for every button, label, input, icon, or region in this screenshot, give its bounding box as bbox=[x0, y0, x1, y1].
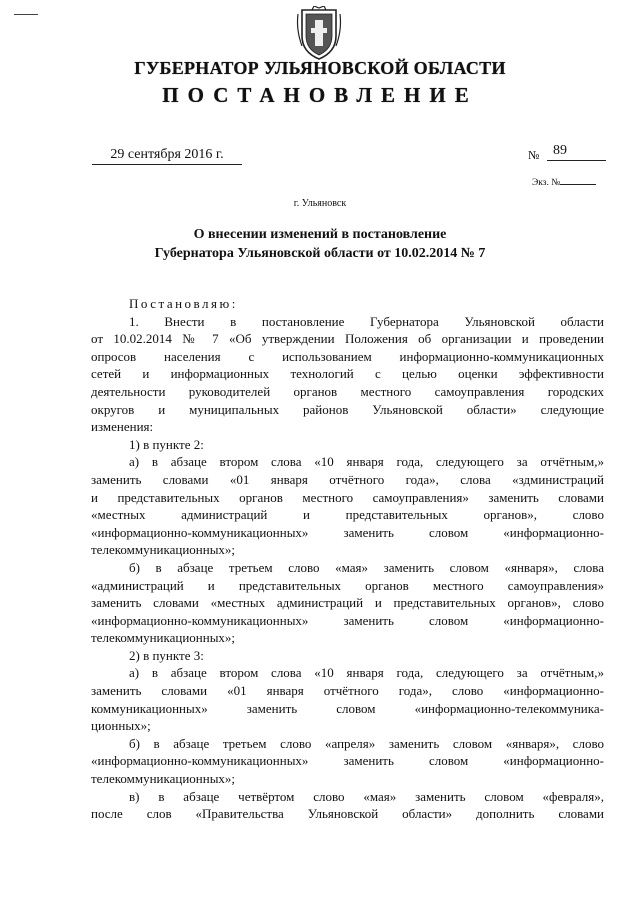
body-line: изменения: bbox=[91, 419, 154, 435]
body-line: в) в абзаце четвёртом слово «мая» заменить словом «февраля», bbox=[129, 788, 604, 804]
body-line: от 10.02.2014 № 7 «Об утверждении Положения об организации и проведении bbox=[91, 331, 604, 347]
copy-number bbox=[532, 178, 596, 188]
number-label: № bbox=[528, 148, 540, 162]
body-line: и представительных органов местного самоуправления» заменить словами bbox=[91, 489, 604, 505]
title-line: Губернатора Ульяновской области от 10.02.2014 № 7 bbox=[154, 246, 486, 261]
body-line: «информационно-коммуникационных» заменить словом «информационно- bbox=[91, 612, 604, 628]
body-line: ционных»; bbox=[91, 718, 151, 734]
body-line: «администраций и представительных органов местного самоуправления» bbox=[91, 577, 604, 593]
issuing-city: г. Ульяновск bbox=[293, 198, 347, 209]
document-body bbox=[91, 295, 604, 823]
body-line: «информационно-коммуникационных» заменить словом «информационно- bbox=[91, 524, 604, 540]
subitem-2b bbox=[91, 735, 604, 788]
document-date: 29 сентября 2016 г. bbox=[92, 147, 242, 165]
body-line: коммуникационных» заменить словом «информационно-телекоммуника- bbox=[91, 700, 604, 716]
body-line: заменить словами «01 января отчётного года», слова «здминистраций bbox=[91, 471, 604, 487]
body-line: б) в абзаце третьем слово «апреля» заменить словом «января», слово bbox=[129, 735, 604, 751]
body-line: после слов «Правительства Ульяновской области» дополнить словами bbox=[91, 806, 604, 822]
subitem-heading: 1) в пункте 2: bbox=[129, 436, 204, 452]
document-type: ПОСТАНОВЛЕНИЕ bbox=[162, 83, 478, 107]
copy-label: Экз. № bbox=[532, 178, 561, 188]
body-line: опросов населения с использованием информационно-коммуникационных bbox=[91, 348, 604, 364]
subitem-1b bbox=[91, 559, 604, 647]
body-line: а) в абзаце втором слова «10 января года, следующего за отчётным,» bbox=[129, 665, 604, 681]
issuer-title: ГУБЕРНАТОР УЛЬЯНОВСКОЙ ОБЛАСТИ bbox=[134, 58, 506, 78]
subitem-2a bbox=[91, 664, 604, 734]
body-line: сетей и информационных технологий с целью оценки эффективности bbox=[91, 366, 604, 382]
body-line: округов и муниципальных районов Ульяновской области» следующие bbox=[91, 401, 604, 417]
item-1 bbox=[91, 313, 604, 436]
body-line: «местных администраций и представительных органов», слово bbox=[91, 507, 604, 523]
body-line: «информационно-коммуникационных» заменить словом «информационно- bbox=[91, 753, 604, 769]
subitem-2c bbox=[91, 788, 604, 823]
document-number: 89 bbox=[547, 143, 606, 161]
body-line: заменить словами «01 января отчётного года», слово «информационно- bbox=[91, 683, 604, 699]
subitem-1a bbox=[91, 453, 604, 559]
body-line: телекоммуникационных»; bbox=[91, 630, 236, 646]
body-line: б) в абзаце третьем слово «мая» заменить словом «января», слова bbox=[129, 559, 604, 575]
body-line: телекоммуникационных»; bbox=[91, 771, 236, 787]
subitem-heading: 2) в пункте 3: bbox=[129, 647, 204, 663]
lead-paragraph: Постановляю: bbox=[129, 296, 238, 311]
body-line: а) в абзаце втором слова «10 января года, следующего за отчётным,» bbox=[129, 454, 604, 470]
body-line: деятельности руководителей органов местного самоуправления городских bbox=[91, 383, 604, 399]
corner-mark bbox=[14, 14, 38, 15]
copy-blank-line bbox=[560, 184, 596, 185]
body-line: 1. Внести в постановление Губернатора Ульяновской области bbox=[129, 313, 604, 329]
document-title bbox=[0, 225, 640, 263]
body-line: телекоммуникационных»; bbox=[91, 542, 236, 558]
coat-of-arms-icon bbox=[294, 6, 344, 62]
body-line: заменить словами «местных администраций и представительных органов», слово bbox=[91, 595, 604, 611]
title-line: О внесении изменений в постановление bbox=[193, 227, 447, 242]
